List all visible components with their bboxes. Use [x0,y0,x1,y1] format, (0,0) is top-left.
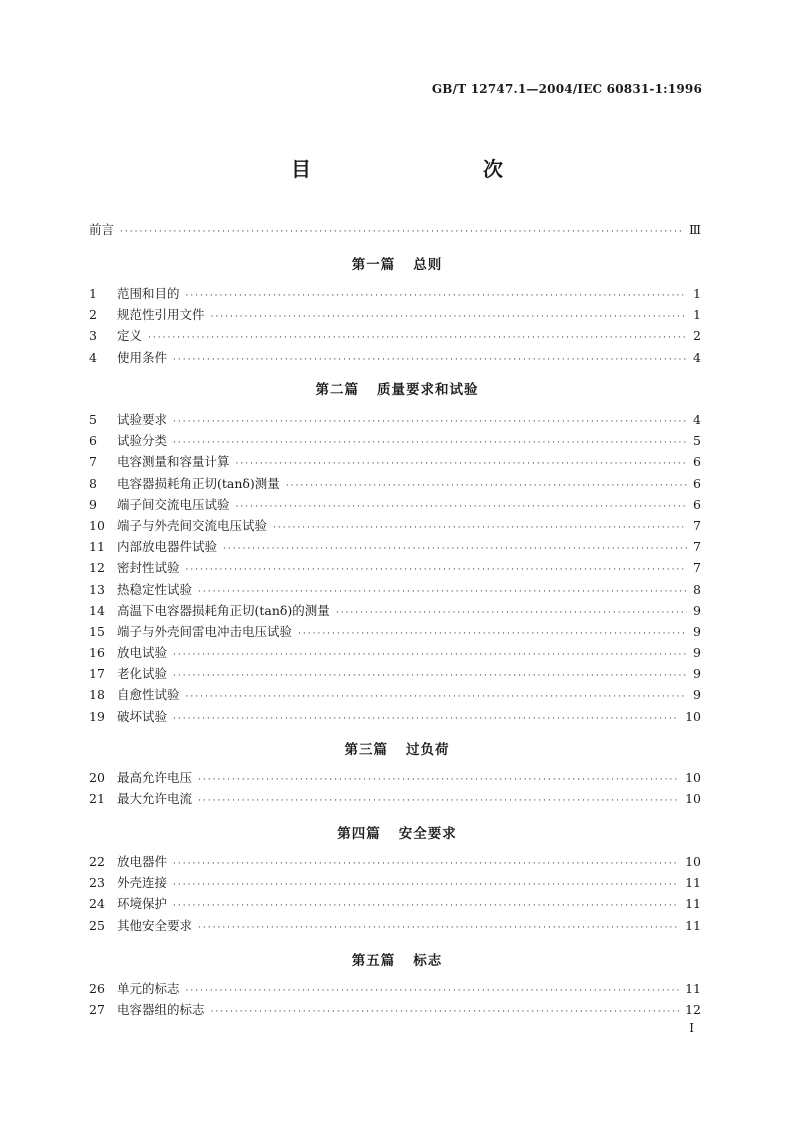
toc-entry-label: 端子与外壳间交流电压试验 [117,517,268,533]
toc-entry-number: 2 [89,307,97,323]
toc-entry-label: 前言 [89,222,115,237]
toc-entry-number: 5 [89,412,97,427]
toc-entry-page: 4 [693,412,701,427]
toc-entry-label: 最高允许电压 [117,770,193,785]
toc-entry-page: 11 [685,917,701,933]
toc-entry-page: 10 [685,854,701,869]
toc-entry-number: 25 [89,917,105,933]
toc-entry-label: 外壳连接 [117,875,168,891]
toc-entry-page: 10 [685,770,701,785]
toc-entry-number: 19 [89,708,105,724]
toc-entry-number: 16 [89,645,105,661]
toc-entry[interactable] [89,600,701,621]
toc-entry-number: 4 [89,349,97,365]
toc-entry-number: 11 [89,539,105,555]
toc-entry-page: Ⅲ [688,222,701,237]
toc-list-part-4 [89,851,701,936]
toc-entry-number: 23 [89,875,105,891]
part-name: 标志 [413,953,443,969]
toc-entry[interactable] [89,851,701,872]
toc-entry[interactable] [89,347,701,368]
toc-list-part-1 [89,283,701,368]
toc-entry[interactable] [89,557,701,578]
toc-entry-preface[interactable] [89,221,701,239]
dot-leader [120,223,683,241]
toc-entry[interactable] [89,872,701,893]
dot-leader [236,497,688,518]
toc-entry-number: 20 [89,770,105,785]
toc-entry-number: 1 [89,286,97,301]
toc-entry-label: 放电器件 [117,854,168,869]
toc-entry-label: 放电试验 [117,645,168,661]
toc-entry[interactable] [89,663,701,684]
dot-leader [186,286,688,307]
toc-entry-page: 9 [693,602,701,618]
toc-entry-label: 高温下电容器损耗角正切(tanδ)的测量 [117,602,330,618]
dot-leader [298,624,687,645]
toc-entry[interactable] [89,430,701,451]
toc-entry-page: 1 [693,286,701,301]
toc-entry-number: 6 [89,433,97,449]
toc-entry-page: 9 [693,623,701,639]
dot-leader [198,791,679,812]
toc-entry[interactable] [89,304,701,325]
part-number: 第一篇 [351,257,396,273]
part-number: 第五篇 [351,953,396,969]
toc-entry-number: 22 [89,854,105,869]
dot-leader [186,981,680,1002]
part-heading-5 [0,949,794,969]
toc-entry[interactable] [89,642,701,663]
toc-entry[interactable] [89,451,701,472]
dot-leader [336,603,687,624]
dot-leader [173,350,687,371]
dot-leader [173,854,679,875]
toc-entry-page: 9 [693,666,701,682]
toc-entry-page: 5 [693,433,701,449]
toc-entry-label: 定义 [117,328,143,344]
toc-entry-number: 14 [89,602,105,618]
toc-entry-page: 12 [685,1002,701,1018]
dot-leader [236,454,688,475]
dot-leader [223,539,687,560]
toc-entry-page: 8 [693,581,701,597]
toc-entry-page: 2 [693,328,701,344]
toc-entry[interactable] [89,621,701,642]
dot-leader [173,645,687,666]
toc-entry-label: 范围和目的 [117,286,180,301]
dot-leader [273,518,687,539]
toc-entry-number: 24 [89,896,105,912]
toc-entry-label: 使用条件 [117,349,168,365]
part-heading-1 [0,253,794,273]
toc-entry-label: 内部放电器件试验 [117,539,218,555]
dot-leader [173,412,687,433]
toc-entry-page: 10 [685,708,701,724]
toc-entry-label: 单元的标志 [117,981,180,996]
toc-entry[interactable] [89,684,701,705]
toc-entry-label: 老化试验 [117,666,168,682]
toc-entry-page: 1 [693,307,701,323]
dot-leader [211,1002,680,1023]
toc-entry[interactable] [89,536,701,557]
toc-entry[interactable] [89,325,701,346]
toc-entry-label: 密封性试验 [117,560,180,576]
toc-entry-label: 热稳定性试验 [117,581,193,597]
part-name: 安全要求 [398,826,457,842]
toc-entry-number: 3 [89,328,97,344]
toc-list-part-5 [89,978,701,1020]
toc-entry-number: 27 [89,1002,105,1018]
standard-code: GB/T 12747.1—2004/IEC 60831-1:1996 [431,82,702,96]
dot-leader [173,709,679,730]
toc-entry-page: 7 [693,517,701,533]
page-title: 目 次 [291,157,547,181]
part-name: 总则 [413,257,443,273]
toc-entry-page: 6 [693,454,701,470]
dot-leader [173,433,687,454]
dot-leader [186,687,688,708]
dot-leader [211,307,688,328]
toc-entry-page: 6 [693,496,701,512]
toc-entry[interactable] [89,579,701,600]
toc-entry[interactable] [89,788,701,809]
toc-entry-number: 17 [89,666,105,682]
toc-entry-label: 电容器组的标志 [117,1002,205,1018]
toc-entry-page: 9 [693,645,701,661]
toc-entry-number: 21 [89,791,105,807]
part-heading-2 [0,378,794,398]
dot-leader [198,918,679,939]
toc-entry-number: 7 [89,454,97,470]
toc-entry[interactable] [89,515,701,536]
toc-entry-number: 8 [89,475,97,491]
toc-entry-label: 试验要求 [117,412,168,427]
part-name: 质量要求和试验 [377,382,479,398]
toc-entry-number: 18 [89,687,105,703]
dot-leader [173,666,687,687]
part-number: 第三篇 [344,742,388,758]
toc-entry-number: 15 [89,623,105,639]
toc-entry-label: 电容器损耗角正切(tanδ)测量 [117,475,280,491]
toc-entry-label: 破坏试验 [117,708,168,724]
toc-entry[interactable] [89,893,701,914]
dot-leader [173,896,679,917]
toc-entry-page: 10 [685,791,701,807]
toc-entry-number: 12 [89,560,105,576]
toc-entry-label: 规范性引用文件 [117,307,205,323]
toc-entry-page: 7 [693,539,701,555]
dot-leader [286,476,687,497]
toc-entry-page: 4 [693,349,701,365]
toc-entry[interactable] [89,915,701,936]
toc-list-part-2 [89,409,701,727]
part-heading-3 [0,738,794,758]
toc-entry-number: 9 [89,496,97,512]
toc-entry-label: 端子与外壳间雷电冲击电压试验 [117,623,293,639]
toc-entry[interactable] [89,999,701,1020]
toc-entry-number: 13 [89,581,105,597]
part-number: 第四篇 [337,826,381,842]
part-name: 过负荷 [406,742,450,758]
toc-entry[interactable] [89,473,701,494]
toc-entry-number: 10 [89,517,105,533]
toc-entry-page: 11 [685,875,701,891]
toc-entry[interactable] [89,494,701,515]
toc-entry[interactable] [89,767,701,788]
toc-entry[interactable] [89,706,701,727]
toc-entry-label: 其他安全要求 [117,917,193,933]
toc-entry-page: 7 [693,560,701,576]
dot-leader [173,875,679,896]
toc-entry[interactable] [89,978,701,999]
part-heading-4 [0,822,794,842]
toc-entry[interactable] [89,409,701,430]
toc-entry-page: 11 [685,981,701,996]
toc-entry-page: 11 [685,896,701,912]
toc-entry-label: 试验分类 [117,433,168,449]
dot-leader [186,560,688,581]
toc-entry-label: 最大允许电流 [117,791,193,807]
dot-leader [148,328,687,349]
dot-leader [198,770,679,791]
toc-entry-page: 9 [693,687,701,703]
page-number: I [689,1021,694,1035]
toc-entry-label: 环境保护 [117,896,168,912]
toc-entry-label: 端子间交流电压试验 [117,496,230,512]
toc-entry-number: 26 [89,981,105,996]
toc-entry-label: 自愈性试验 [117,687,180,703]
part-number: 第二篇 [315,382,359,398]
toc-entry-page: 6 [693,475,701,491]
toc-entry-label: 电容测量和容量计算 [117,454,230,470]
toc-entry[interactable] [89,283,701,304]
toc-list-part-3 [89,767,701,809]
